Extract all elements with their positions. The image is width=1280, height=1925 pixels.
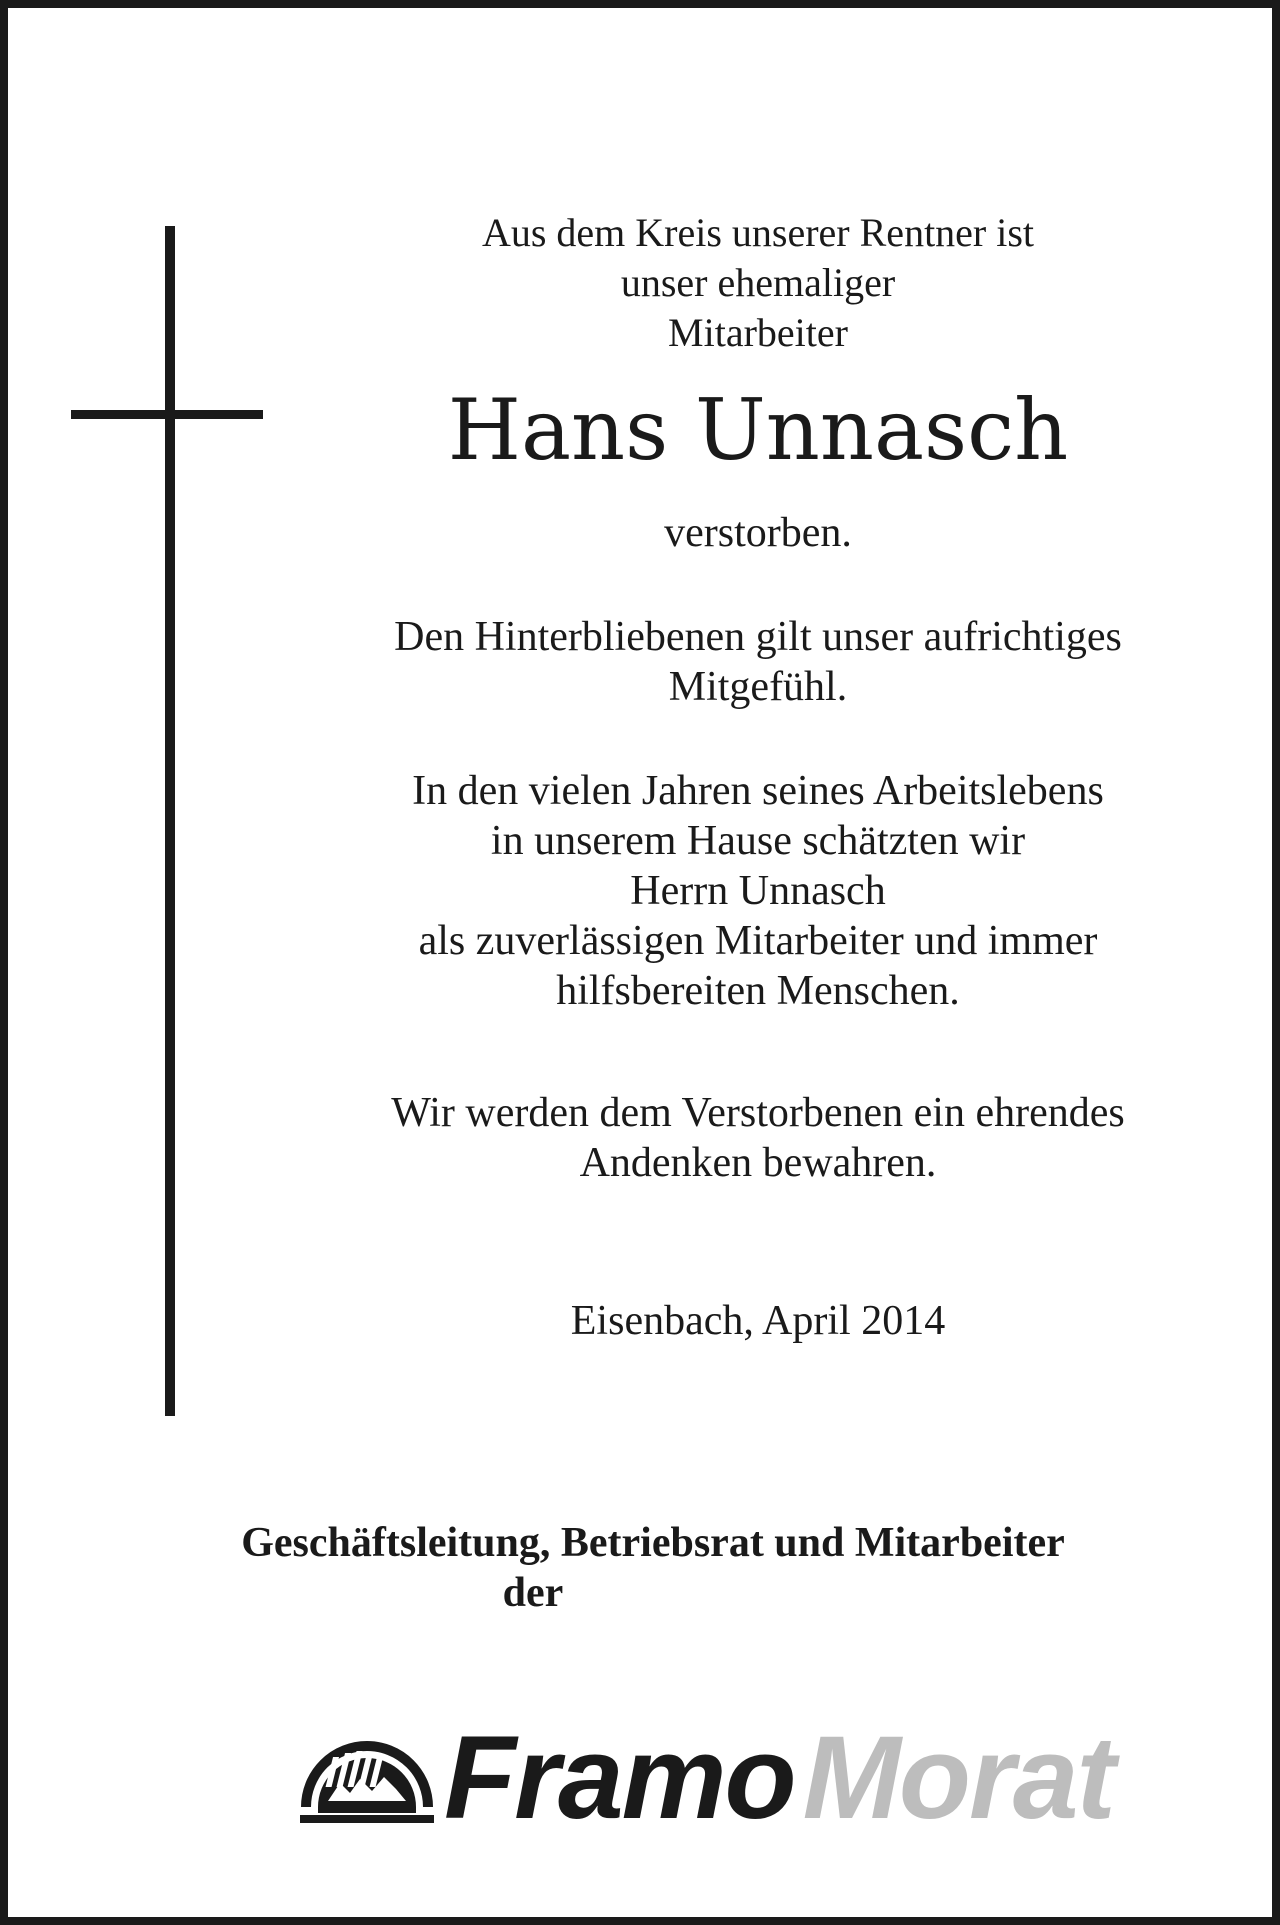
intro-line: Aus dem Kreis unserer Rentner ist [481, 210, 1035, 255]
signers-block [158, 1518, 1148, 1618]
signers-line: Geschäftsleitung, Betriebsrat und Mitarbeiter [241, 1520, 1065, 1566]
place-date: Eisenbach, April 2014 [570, 1298, 946, 1344]
intro-text [308, 208, 1208, 358]
cross-vertical-bar [165, 226, 175, 1416]
tribute-line: In den vielen Jahren seines Arbeitslebens [412, 768, 1104, 814]
remembrance-text [308, 1088, 1208, 1188]
tribute-line: Herrn Unnasch [630, 868, 886, 914]
intro-line: Mitarbeiter [668, 310, 848, 355]
tribute-line: als zuverlässigen Mitarbeiter und immer [418, 918, 1098, 964]
condolence-text [308, 612, 1208, 712]
status-text: verstorben. [664, 510, 852, 556]
tribute-line: in unserem Hause schätzten wir [490, 818, 1026, 864]
cross-horizontal-bar [71, 410, 263, 419]
condolence-line: Den Hinterbliebenen gilt unser aufrichtiges [394, 614, 1122, 660]
obituary-text [308, 208, 1208, 1346]
wordmark-framo: Framo [444, 1712, 795, 1844]
deceased-name: Hans Unnasch [447, 381, 1069, 479]
framo-emblem-icon [298, 1721, 436, 1831]
wordmark-morat: Morat [802, 1712, 1114, 1844]
company-logo [298, 1712, 1114, 1844]
tribute-line: hilfsbereiten Menschen. [556, 968, 960, 1014]
signers-line: der [502, 1570, 564, 1616]
intro-line: unser ehemaliger [620, 260, 896, 305]
remembrance-line: Wir werden dem Verstorbenen ein ehrendes [391, 1090, 1125, 1136]
company-wordmark [444, 1713, 1114, 1843]
condolence-line: Mitgefühl. [668, 664, 848, 710]
remembrance-line: Andenken bewahren. [579, 1140, 937, 1186]
tribute-text [308, 766, 1208, 1016]
